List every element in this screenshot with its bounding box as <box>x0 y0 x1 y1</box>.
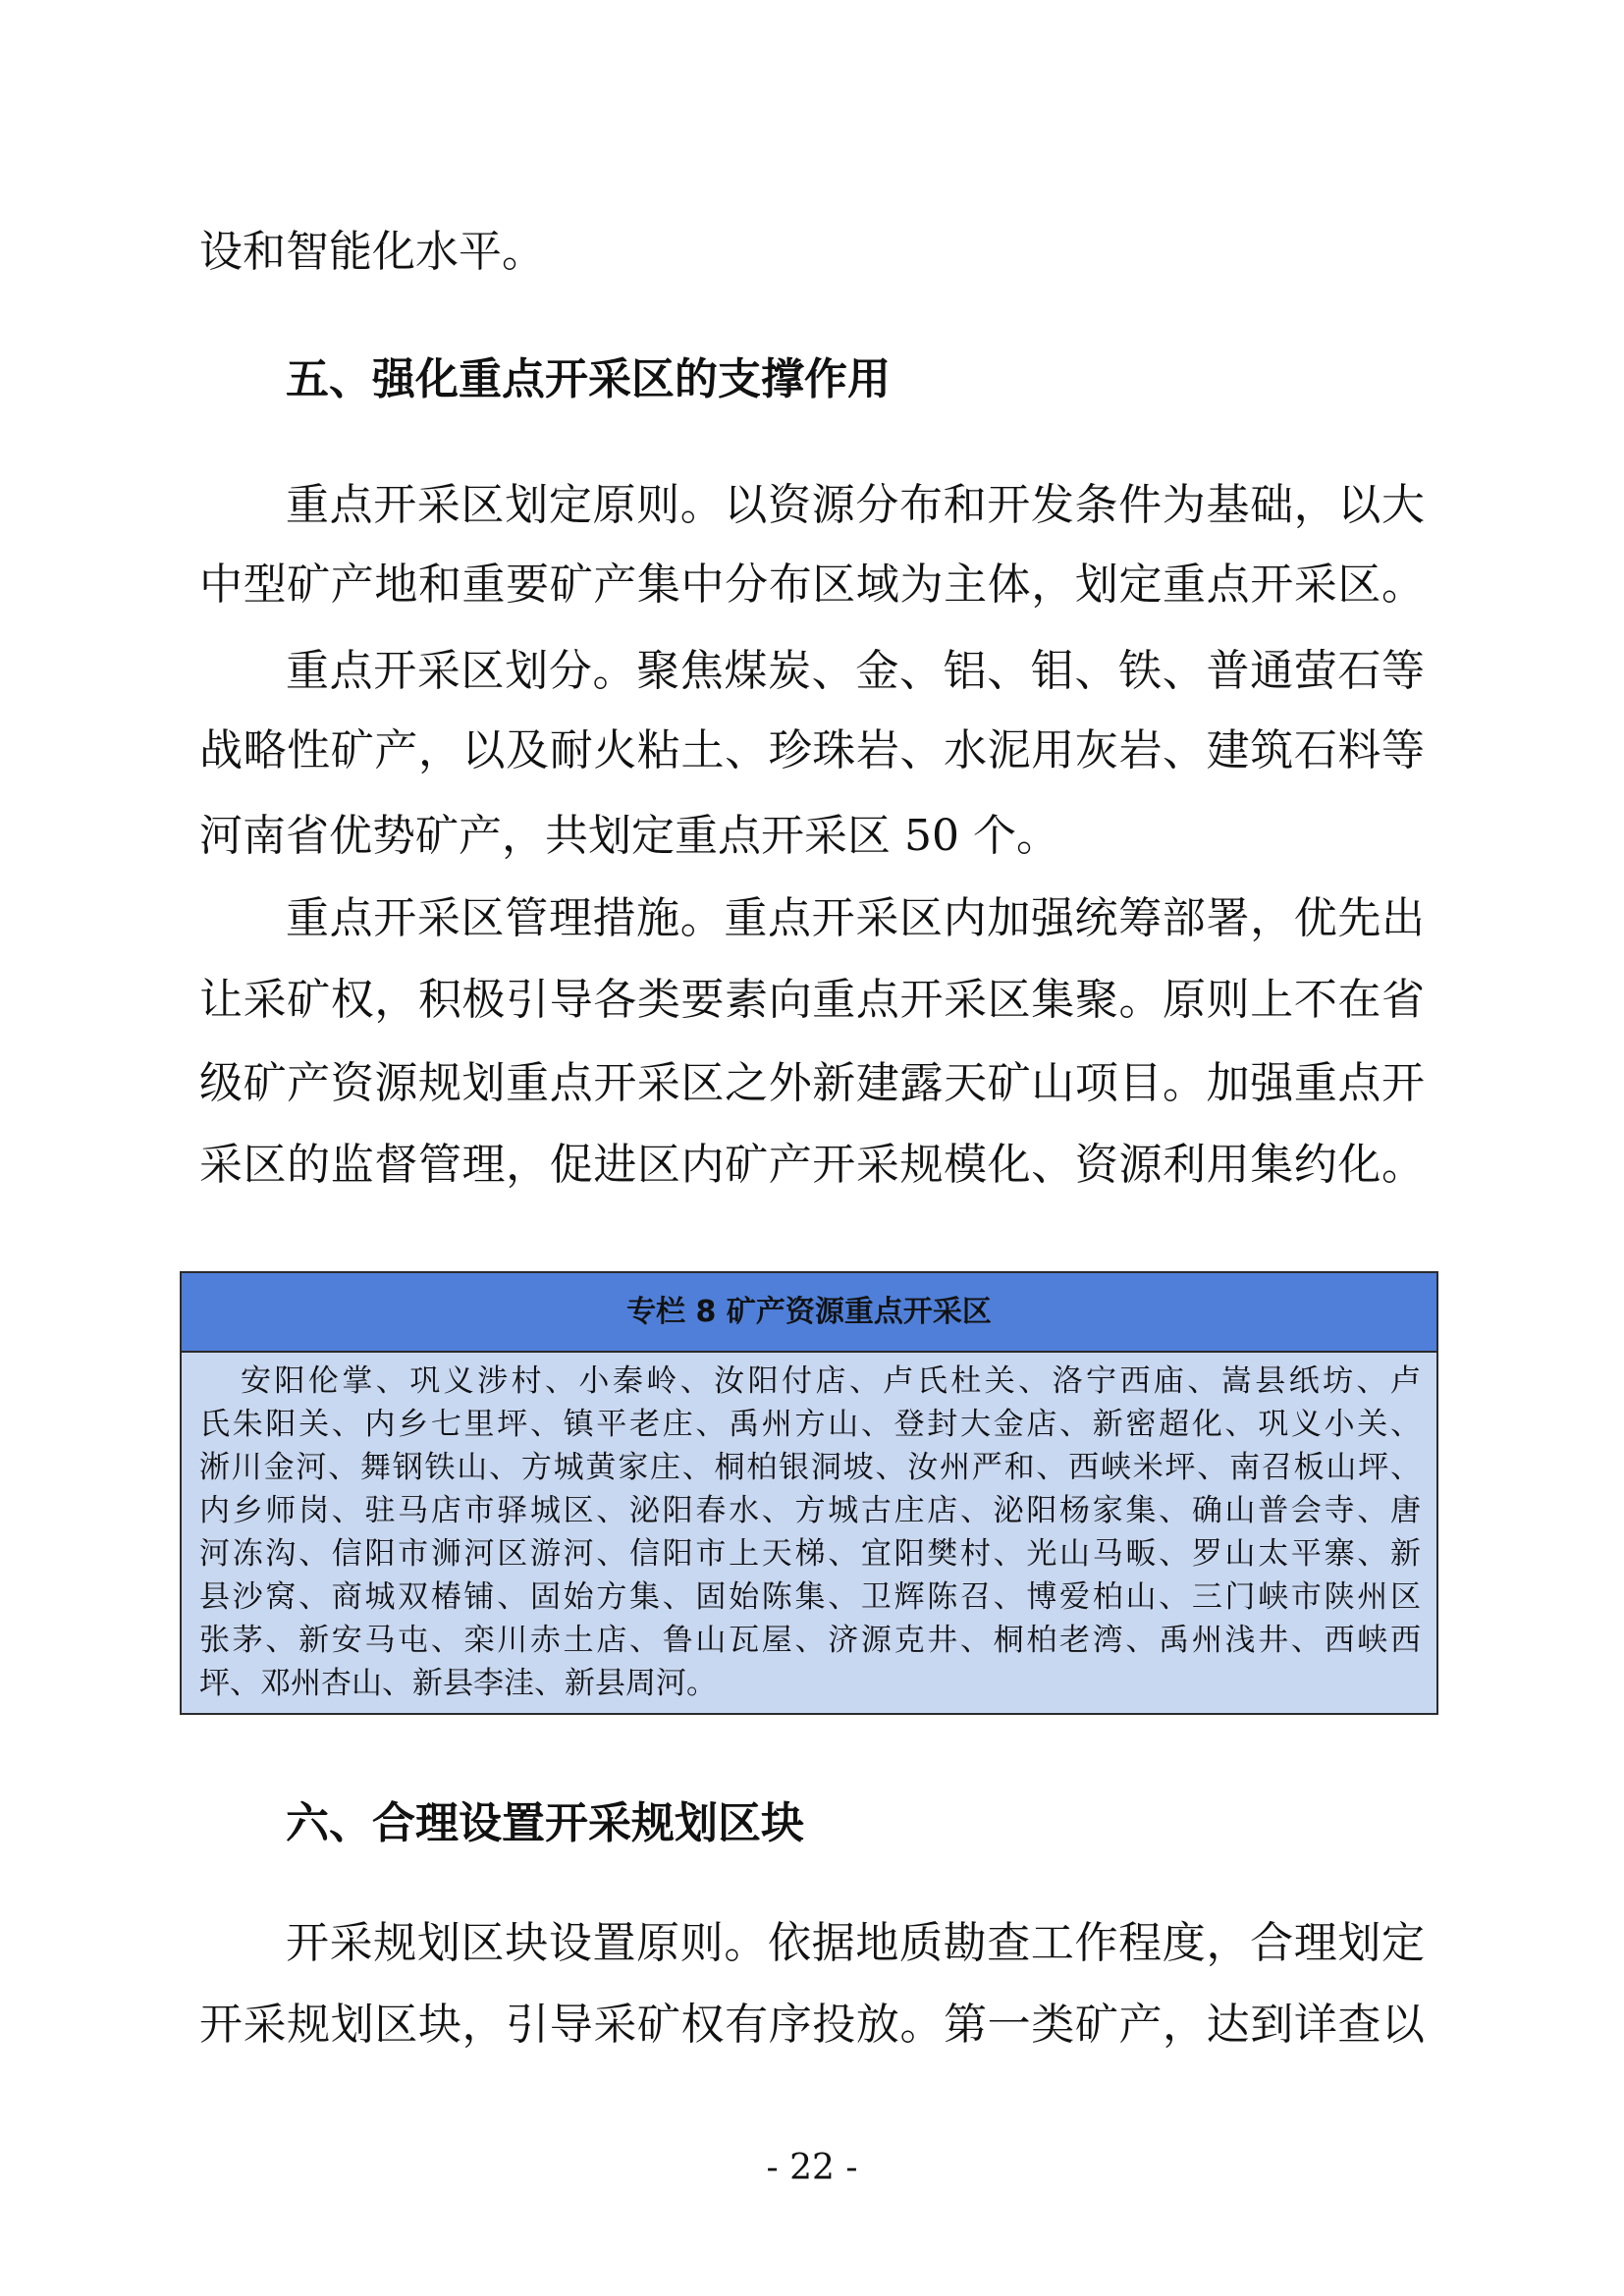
paragraph-line: 战略性矿产，以及耐火粘土、珍珠岩、水泥用灰岩、建筑石料等 <box>199 725 1425 775</box>
paragraph-line: 河南省优势矿产，共划定重点开采区 50 个。 <box>199 811 1059 861</box>
paragraph-line: 重点开采区划分。聚焦煤炭、金、铝、钼、铁、普通萤石等 <box>286 646 1425 696</box>
paragraph-line: 开采规划区块，引导采矿权有序投放。第一类矿产，达到详查以 <box>199 2000 1425 2050</box>
column-box-line: 安阳伦掌、巩义涉村、小秦岭、汝阳付店、卢氏杜关、洛宁西庙、嵩县纸坊、卢 <box>241 1363 1421 1399</box>
paragraph-line: 设和智能化水平。 <box>199 227 545 277</box>
page-number: - 22 - <box>766 2148 858 2188</box>
paragraph-line: 中型矿产地和重要矿产集中分布区域为主体，划定重点开采区。 <box>199 560 1425 610</box>
column-box <box>180 1271 1438 1715</box>
section-heading-6: 六、合理设置开采规划区块 <box>286 1798 804 1848</box>
paragraph-line: 让采矿权，积极引导各类要素向重点开采区集聚。原则上不在省 <box>199 975 1425 1025</box>
section-heading-5: 五、强化重点开采区的支撑作用 <box>286 354 891 404</box>
paragraph-line: 开采规划区块设置原则。依据地质勘查工作程度，合理划定 <box>286 1918 1425 1968</box>
column-box-line: 河冻沟、信阳市浉河区游河、信阳市上天梯、宜阳樊村、光山马畈、罗山太平寨、新 <box>199 1536 1421 1572</box>
paragraph-line: 重点开采区管理措施。重点开采区内加强统筹部署，优先出 <box>286 893 1425 943</box>
column-box-line: 氏朱阳关、内乡七里坪、镇平老庄、禹州方山、登封大金店、新密超化、巩义小关、 <box>199 1407 1421 1442</box>
paragraph-line: 级矿产资源规划重点开采区之外新建露天矿山项目。加强重点开 <box>199 1058 1425 1108</box>
paragraph-line: 采区的监督管理，促进区内矿产开采规模化、资源利用集约化。 <box>199 1140 1425 1190</box>
column-box-line: 淅川金河、舞钢铁山、方城黄家庄、桐柏银洞坡、汝州严和、西峡米坪、南召板山坪、 <box>199 1450 1421 1485</box>
column-box-line: 张茅、新安马屯、栾川赤土店、鲁山瓦屋、济源克井、桐柏老湾、禹州浅井、西峡西 <box>199 1623 1421 1658</box>
column-box-title: 专栏 8 矿产资源重点开采区 <box>182 1273 1436 1353</box>
paragraph-line: 重点开采区划定原则。以资源分布和开发条件为基础，以大 <box>286 480 1425 530</box>
column-box-line: 坪、邓州杏山、新县李洼、新县周河。 <box>199 1666 717 1701</box>
column-box-line: 县沙窝、商城双椿铺、固始方集、固始陈集、卫辉陈召、博爱柏山、三门峡市陕州区 <box>199 1579 1421 1615</box>
column-box-line: 内乡师岗、驻马店市驿城区、泌阳春水、方城古庄店、泌阳杨家集、确山普会寺、唐 <box>199 1493 1421 1528</box>
